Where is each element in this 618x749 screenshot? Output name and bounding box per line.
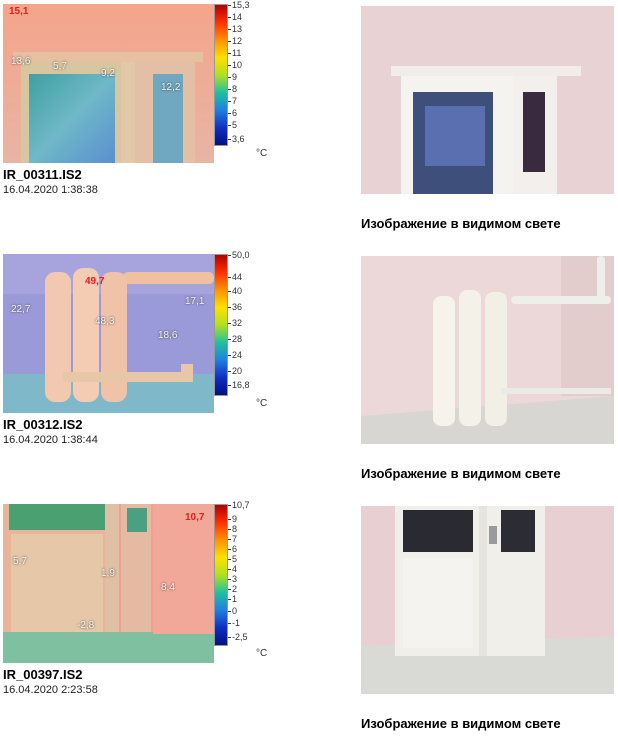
unit-label: °C: [256, 148, 268, 159]
scale-tick: 8: [228, 84, 237, 94]
thermal-image-3: [3, 504, 214, 663]
temp-marker: 5,7: [13, 556, 27, 567]
visible-photo-2: [361, 256, 614, 444]
scale-tick: 6: [228, 544, 237, 554]
scale-tick: 8: [228, 524, 237, 534]
temp-marker: -2,8: [77, 620, 95, 631]
ir-datetime: 16.04.2020 2:23:58: [3, 684, 98, 696]
scale-tick: 28: [228, 334, 242, 344]
scale-tick: 7: [228, 534, 237, 544]
temp-marker: 18,6: [158, 330, 178, 341]
scale-tick: 12: [228, 36, 242, 46]
scale-labels: [228, 500, 268, 648]
scale-tick: 6: [228, 108, 237, 118]
unit-label: °C: [256, 648, 268, 659]
scale-tick: 5: [228, 120, 237, 130]
visible-photo-3: [361, 506, 614, 694]
temp-marker: 17,1: [185, 296, 205, 307]
scale-tick: 5: [228, 554, 237, 564]
thermal-image-1: [3, 4, 214, 163]
scale-labels: [228, 0, 268, 148]
thermogram-block-3: [0, 500, 618, 749]
ir-datetime: 16.04.2020 1:38:38: [3, 184, 98, 196]
scale-tick: 2: [228, 584, 237, 594]
scale-tick: 32: [228, 318, 242, 328]
scale-tick: 7: [228, 96, 237, 106]
temp-marker: 5,7: [53, 61, 67, 72]
scale-tick: 24: [228, 350, 242, 360]
max-temp-label: 10,7: [185, 512, 205, 523]
scale-tick: 16,8: [228, 380, 250, 390]
scale-tick: 11: [228, 48, 241, 58]
scale-tick: -2,5: [228, 632, 248, 642]
scale-tick: 3,6: [228, 134, 245, 144]
temp-marker: 48,3: [95, 316, 115, 327]
scale-tick: 13: [228, 24, 242, 34]
scale-tick: 50,0: [228, 250, 250, 260]
visible-photo-1: [361, 6, 614, 194]
temp-marker: 13,6: [11, 56, 31, 67]
scale-tick: 9: [228, 72, 237, 82]
visible-caption: Изображение в видимом свете: [361, 716, 561, 731]
thermal-image-2: [3, 254, 214, 413]
color-scale-bar: [214, 504, 228, 646]
temp-marker: 22,7: [11, 304, 31, 315]
ir-filename: IR_00397.IS2: [3, 667, 83, 682]
scale-labels: [228, 250, 268, 398]
scale-tick: 20: [228, 366, 242, 376]
ir-datetime: 16.04.2020 1:38:44: [3, 434, 98, 446]
visible-caption: Изображение в видимом свете: [361, 216, 561, 231]
scale-tick: 40: [228, 286, 242, 296]
color-scale-bar: [214, 4, 228, 146]
thermogram-block-1: [0, 0, 618, 249]
scale-tick: 10,7: [228, 500, 250, 510]
scale-tick: 44: [228, 272, 242, 282]
ir-filename: IR_00312.IS2: [3, 417, 83, 432]
scale-tick: 15,3: [228, 0, 250, 10]
scale-tick: 3: [228, 574, 237, 584]
temp-marker: 12,2: [161, 82, 181, 93]
scale-tick: 1: [228, 594, 237, 604]
max-temp-label: 49,7: [85, 276, 105, 287]
color-scale-bar: [214, 254, 228, 396]
scale-tick: 36: [228, 302, 242, 312]
ir-filename: IR_00311.IS2: [3, 167, 82, 182]
temp-marker: 1,9: [101, 568, 115, 579]
scale-tick: -1: [228, 618, 240, 628]
scale-tick: 10: [228, 60, 242, 70]
scale-tick: 9: [228, 514, 237, 524]
thermogram-block-2: [0, 250, 618, 499]
temp-marker: 8,4: [161, 582, 175, 593]
visible-caption: Изображение в видимом свете: [361, 466, 561, 481]
scale-tick: 14: [228, 12, 242, 22]
unit-label: °C: [256, 398, 268, 409]
scale-tick: 4: [228, 564, 237, 574]
max-temp-label: 15,1: [9, 6, 29, 17]
scale-tick: 0: [228, 606, 237, 616]
temp-marker: 9,2: [101, 68, 115, 79]
